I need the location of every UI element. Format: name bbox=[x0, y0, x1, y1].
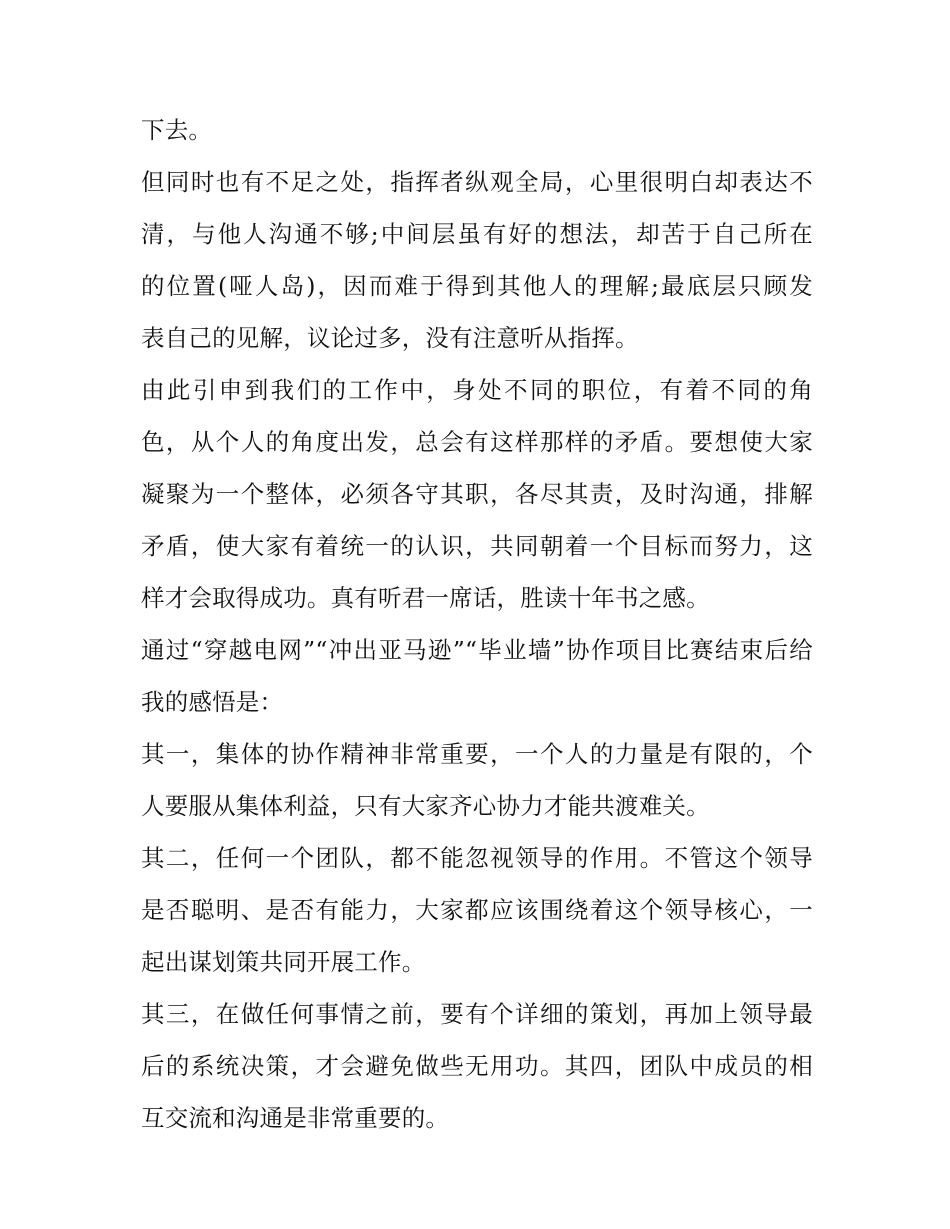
text-line-9: 矛盾，使大家有着统一的认识，共同朝着一个目标而努力，这 bbox=[141, 532, 813, 560]
text-line-6: 由此引申到我们的工作中，身处不同的职位，有着不同的角 bbox=[141, 376, 813, 404]
text-line-13: 其一，集体的协作精神非常重要，一个人的力量是有限的，个 bbox=[141, 740, 813, 768]
text-line-17: 起出谋划策共同开展工作。 bbox=[141, 948, 426, 976]
text-line-2: 但同时也有不足之处，指挥者纵观全局，心里很明白却表达不 bbox=[141, 168, 813, 196]
text-line-4: 的位置(哑人岛)，因而难于得到其他人的理解;最底层只顾发 bbox=[141, 272, 813, 300]
text-line-5: 表自己的见解，议论过多，没有注意听从指挥。 bbox=[141, 324, 639, 352]
text-line-14: 人要服从集体利益，只有大家齐心协力才能共渡难关。 bbox=[141, 792, 710, 820]
document-body bbox=[141, 104, 813, 1144]
text-line-18: 其三，在做任何事情之前，要有个详细的策划，再加上领导最 bbox=[141, 1000, 813, 1028]
text-line-20: 互交流和沟通是非常重要的。 bbox=[141, 1104, 450, 1132]
text-line-3: 清，与他人沟通不够;中间层虽有好的想法，却苦于自己所在 bbox=[141, 220, 813, 248]
text-line-12: 我的感悟是： bbox=[141, 688, 284, 716]
text-line-10: 样才会取得成功。真有听君一席话，胜读十年书之感。 bbox=[141, 584, 710, 612]
text-line-8: 凝聚为一个整体，必须各守其职，各尽其责，及时沟通，排解 bbox=[141, 480, 813, 508]
text-line-16: 是否聪明、是否有能力，大家都应该围绕着这个领导核心，一 bbox=[141, 896, 813, 924]
text-line-19: 后的系统决策，才会避免做些无用功。其四，团队中成员的相 bbox=[141, 1052, 813, 1080]
text-line-11: 通过“穿越电网”“冲出亚马逊”“毕业墙”协作项目比赛结束后给 bbox=[141, 636, 813, 664]
text-line-7: 色，从个人的角度出发，总会有这样那样的矛盾。要想使大家 bbox=[141, 428, 813, 456]
text-line-1: 下去。 bbox=[141, 116, 213, 144]
text-line-15: 其二，任何一个团队，都不能忽视领导的作用。不管这个领导 bbox=[141, 844, 813, 872]
